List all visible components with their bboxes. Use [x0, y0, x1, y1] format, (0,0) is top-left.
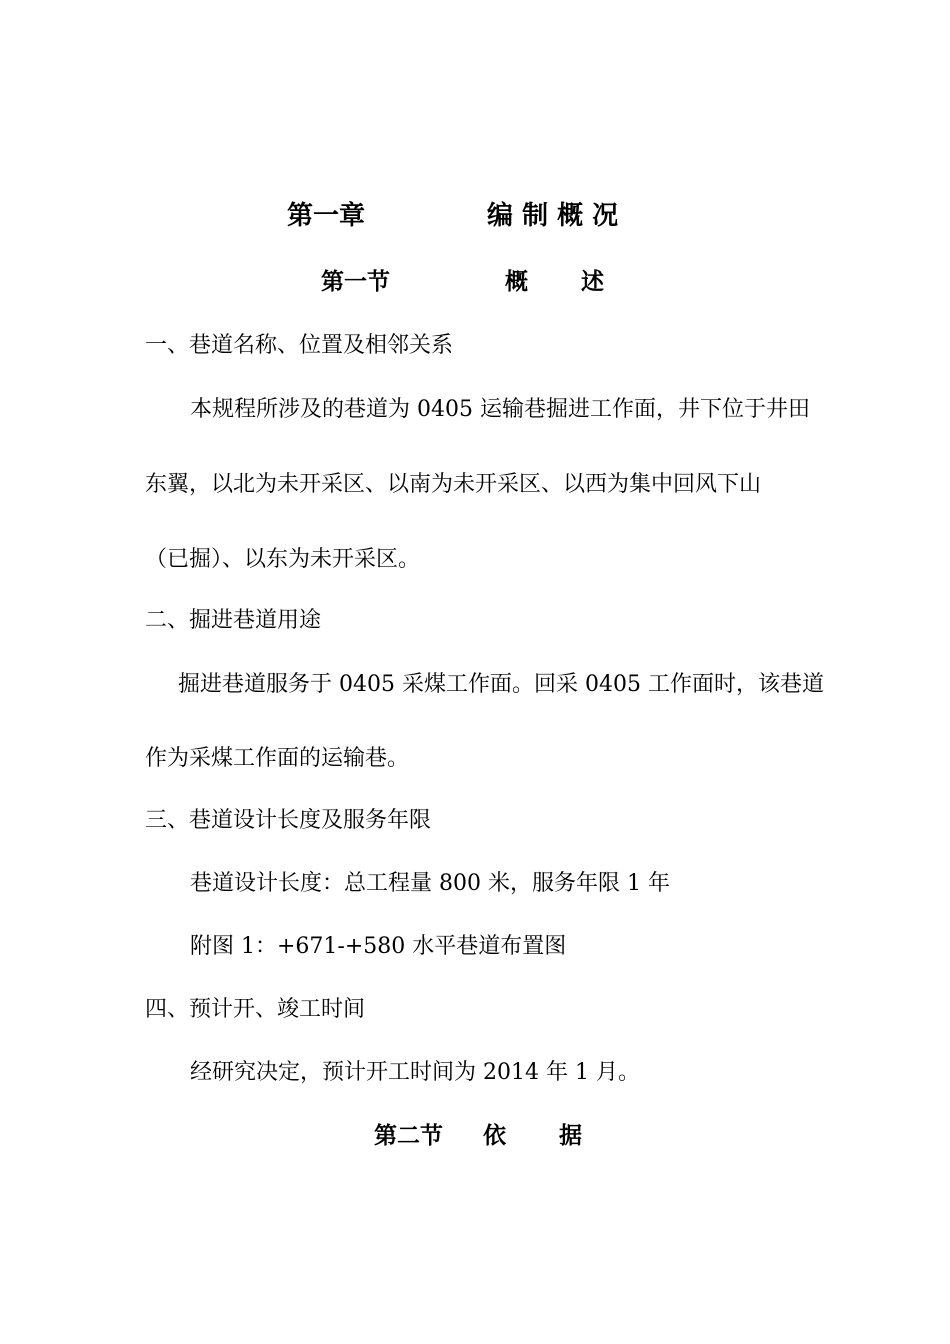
- section-title-char-1: 依: [483, 1122, 506, 1149]
- section-title-char-2: 述: [581, 268, 604, 295]
- chapter-heading: [287, 199, 618, 233]
- paragraph-line: 附图 1：+671-+580 水平巷道布置图: [190, 934, 567, 959]
- section-title-char-1: 概: [505, 268, 528, 295]
- item-heading-2: 二、掘进巷道用途: [145, 608, 322, 633]
- section-number: 第一节: [321, 268, 390, 295]
- paragraph-line: 掘进巷道服务于 0405 采煤工作面。回采 0405 工作面时，该巷道: [178, 672, 824, 697]
- paragraph-line: 经研究决定，预计开工时间为 2014 年 1 月。: [190, 1060, 640, 1085]
- item-heading-3: 三、巷道设计长度及服务年限: [145, 808, 432, 833]
- chapter-number: 第一章: [287, 201, 366, 231]
- paragraph-line: 东翼，以北为未开采区、以南为未开采区、以西为集中回风下山: [145, 472, 762, 497]
- paragraph-line: 巷道设计长度：总工程量 800 米，服务年限 1 年: [190, 871, 670, 896]
- paragraph-line: 作为采煤工作面的运输巷。: [145, 746, 410, 771]
- section-heading-2: [374, 1121, 582, 1151]
- paragraph-line: （已掘）、以东为未开采区。: [145, 547, 421, 572]
- chapter-title: 编 制 概 况: [487, 201, 619, 231]
- section-title-char-2: 据: [559, 1122, 582, 1149]
- paragraph-line: 本规程所涉及的巷道为 0405 运输巷掘进工作面，井下位于井田: [190, 397, 810, 422]
- item-heading-4: 四、预计开、竣工时间: [145, 997, 366, 1022]
- item-heading-1: 一、巷道名称、位置及相邻关系: [145, 333, 454, 358]
- section-number: 第二节: [374, 1122, 443, 1149]
- section-heading: [321, 267, 604, 297]
